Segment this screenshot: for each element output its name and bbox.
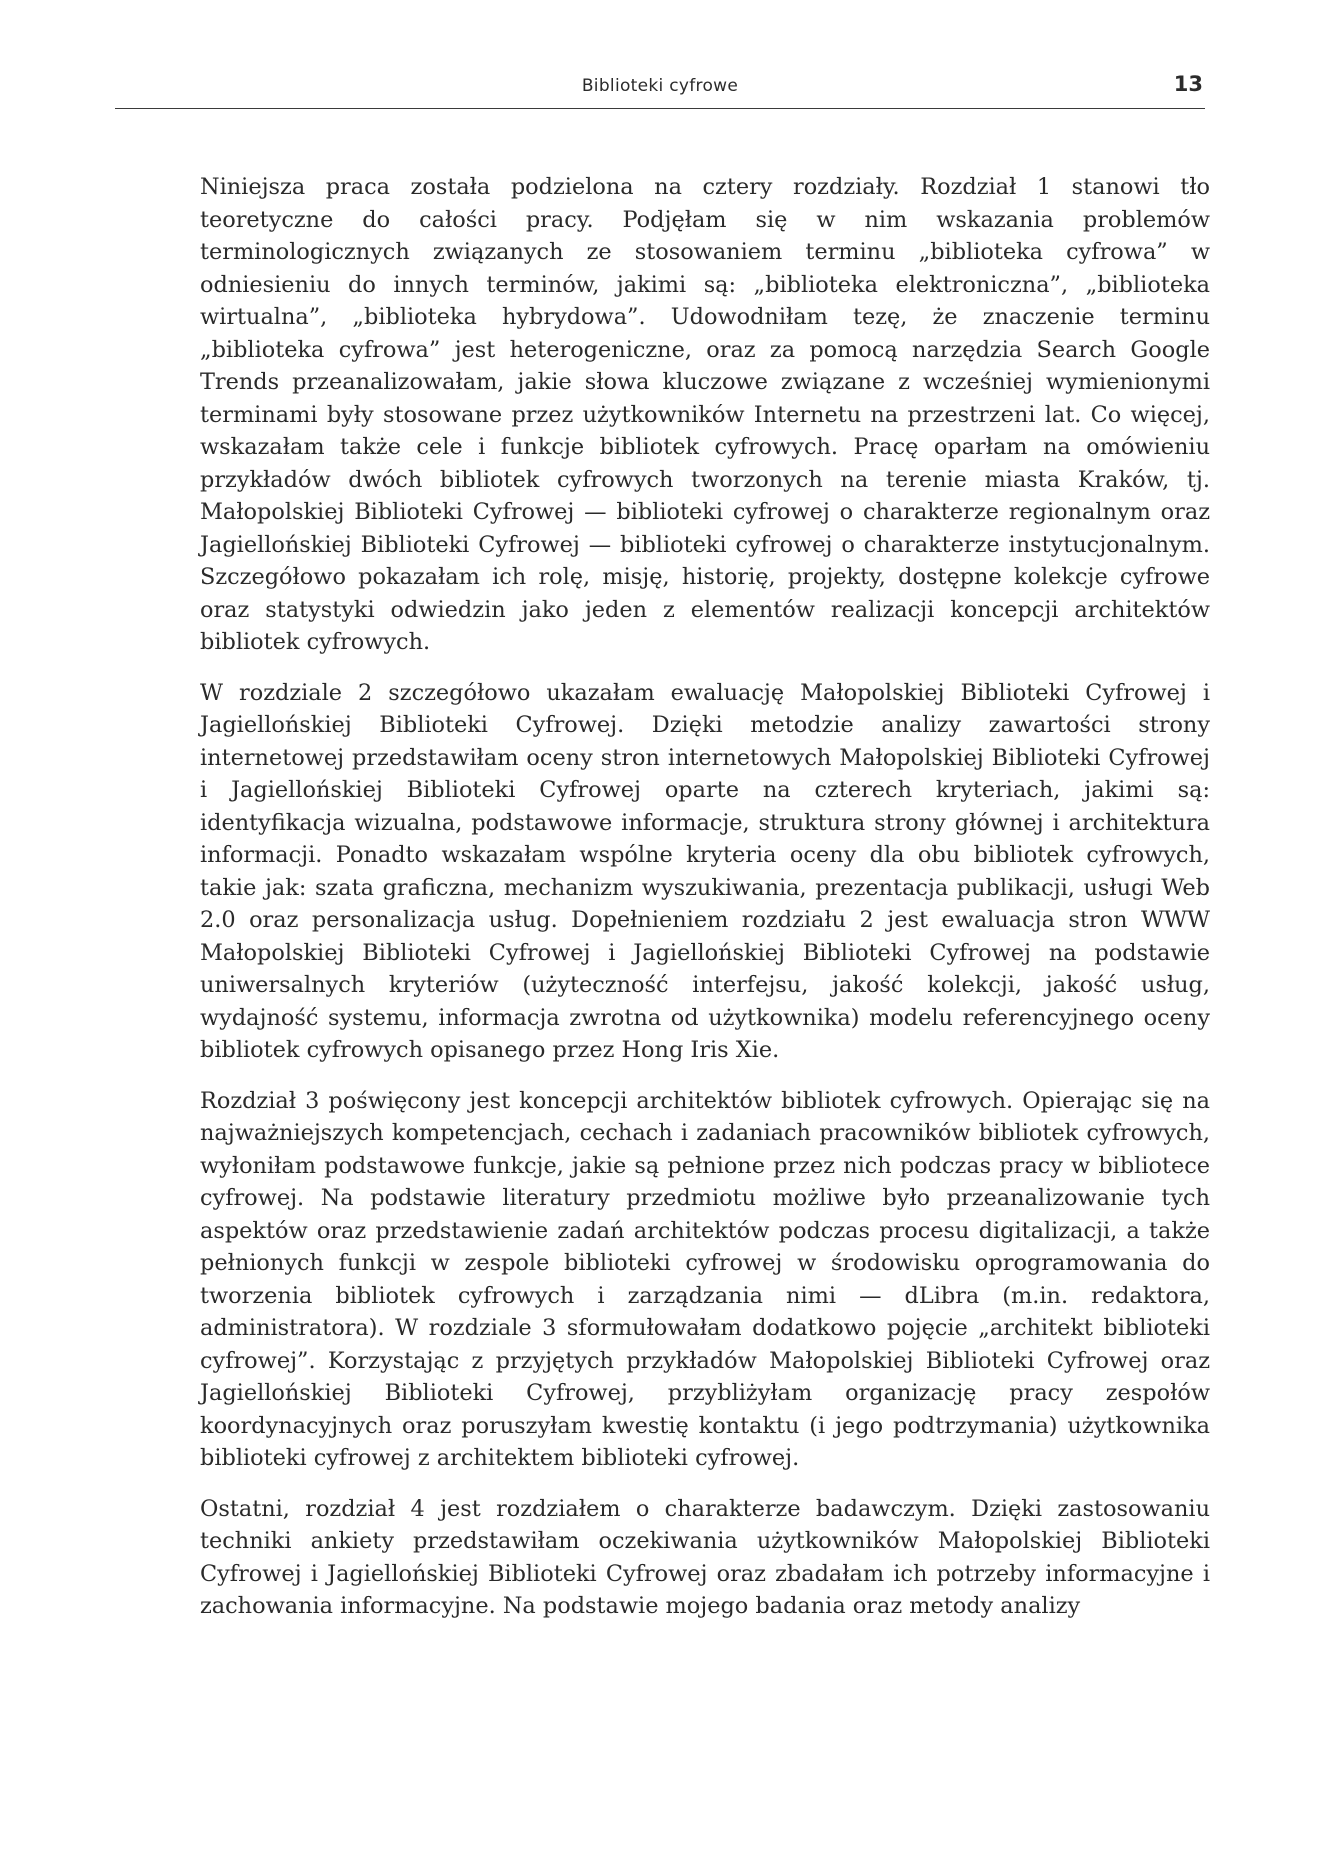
paragraph-1: Niniejsza praca została podzielona na cztery rozdziały. Rozdział 1 stanowi tło teoretyczne do całości pracy. Podjęłam się w nim wskazania problemów terminologicznych związanych ze stosowaniem terminu „biblioteka cyfrowa” w odniesieniu do innych terminów, jakimi są: „biblioteka elektroniczna”, „biblioteka wirtualna”, „biblioteka hybrydowa”. Udowodniłam tezę, że znaczenie terminu „biblioteka cyfrowa” jest heterogeniczne, oraz za pomocą narzędzia Search Google Trends przeanalizowałam, jakie słowa kluczowe związane z wcześniej wymienionymi terminami były stosowane przez użytkowników Internetu na przestrzeni lat. Co więcej, wskazałam także cele i funkcje bibliotek cyfrowych. Pracę oparłam na omówieniu przykładów dwóch bibliotek cyfrowych tworzonych na terenie miasta Kraków, tj. Małopolskiej Biblioteki Cyfrowej — biblioteki cyfrowej o charakterze regionalnym oraz Jagiellońskiej Biblioteki Cyfrowej — biblioteki cyfrowej o charakterze instytucjonalnym. Szczegółowo pokazałam ich rolę, misję, historię, projekty, dostępne kolekcje cyfrowe oraz statystyki odwiedzin jako jeden z elementów realizacji koncepcji architektów bibliotek cyfrowych.: [200, 174, 1210, 655]
paragraph-2: W rozdziale 2 szczegółowo ukazałam ewaluację Małopolskiej Biblioteki Cyfrowej i Jagiellońskiej Biblioteki Cyfrowej. Dzięki metodzie analizy zawartości strony internetowej przedstawiłam oceny stron internetowych Małopolskiej Biblioteki Cyfrowej i Jagiellońskiej Biblioteki Cyfrowej oparte na czterech kryteriach, jakimi są: identyfikacja wizualna, podstawowe informacje, struktura strony głównej i architektura informacji. Ponadto wskazałam wspólne kryteria oceny dla obu bibliotek cyfrowych, takie jak: szata graficzna, mechanizm wyszukiwania, prezentacja publikacji, usługi Web 2.0 oraz personalizacja usług. Dopełnieniem rozdziału 2 jest ewaluacja stron WWW Małopolskiej Biblioteki Cyfrowej i Jagiellońskiej Biblioteki Cyfrowej na podstawie uniwersalnych kryteriów (użyteczność interfejsu, jakość kolekcji, jakość usług, wydajność systemu, informacja zwrotna od użytkownika) modelu referencyjnego oceny bibliotek cyfrowych opisanego przez Hong Iris Xie.: [200, 679, 1210, 1063]
body-text: [200, 171, 1210, 1641]
paragraph-4: Ostatni, rozdział 4 jest rozdziałem o charakterze badawczym. Dzięki zastosowaniu techniki ankiety przedstawiłam oczekiwania użytkowników Małopolskiej Biblioteki Cyfrowej i Jagiellońskiej Biblioteki Cyfrowej oraz zbadałam ich potrzeby informacyjne i zachowania informacyjne. Na podstawie mojego badania oraz metody analizy: [200, 1495, 1210, 1619]
paragraph-3: Rozdział 3 poświęcony jest koncepcji architektów bibliotek cyfrowych. Opierając się na najważniejszych kompetencjach, cechach i zadaniach pracowników bibliotek cyfrowych, wyłoniłam podstawowe funkcje, jakie są pełnione przez nich podczas pracy w bibliotece cyfrowej. Na podstawie literatury przedmiotu możliwe było przeanalizowanie tych aspektów oraz przedstawienie zadań architektów podczas procesu digitalizacji, a także pełnionych funkcji w zespole biblioteki cyfrowej w środowisku oprogramowania do tworzenia bibliotek cyfrowych i zarządzania nimi — dLibra (m.in. redaktora, administratora). W rozdziale 3 sformułowałam dodatkowo pojęcie „architekt biblioteki cyfrowej”. Korzystając z przyjętych przykładów Małopolskiej Biblioteki Cyfrowej oraz Jagiellońskiej Biblioteki Cyfrowej, przybliżyłam organizację pracy zespołów koordynacyjnych oraz poruszyłam kwestię kontaktu (i jego podtrzymania) użytkownika biblioteki cyfrowej z architektem biblioteki cyfrowej.: [200, 1087, 1210, 1471]
running-header: [115, 72, 1205, 109]
page-number: 13: [1173, 72, 1203, 96]
running-title: Biblioteki cyfrowe: [581, 76, 739, 96]
